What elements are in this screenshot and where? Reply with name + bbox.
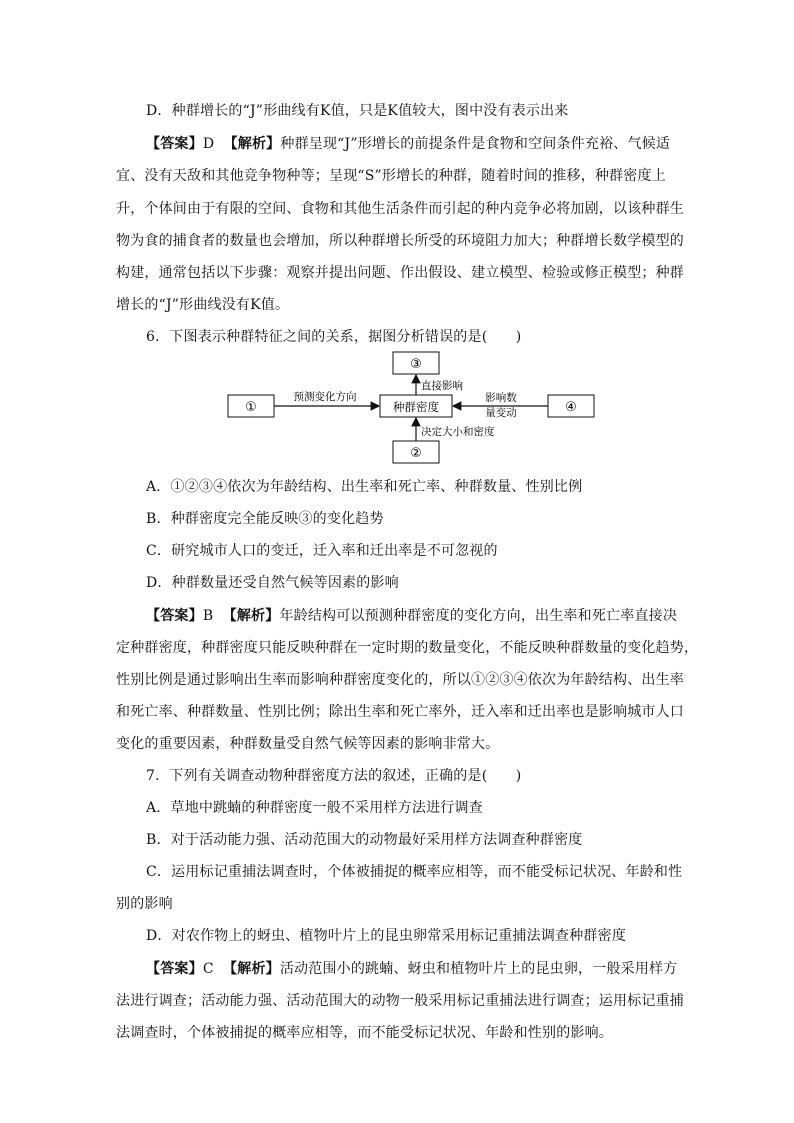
node-1	[228, 395, 274, 417]
answer-tag: 【答案】	[146, 961, 203, 977]
analysis-text: 法进行调查；活动能力强、活动范围大的动物一般采用标记重捕法进行调查；运用标记重捕	[116, 993, 684, 1009]
q6-option-c: C．研究城市人口的变迁，迁入率和迁出率是不可忽视的	[146, 543, 498, 559]
q6-option-a: A．①②③④依次为年龄结构、出生率和死亡率、种群数量、性别比例	[146, 479, 583, 495]
node-4	[548, 395, 594, 417]
q7-option-a: A．草地中跳蝻的种群密度一般不采用样方法进行调查	[146, 800, 483, 816]
analysis-tag: 【解析】	[223, 961, 280, 977]
analysis-text: 增长的“J”形曲线没有K值。	[116, 297, 290, 313]
label-determine-size: 决定大小和密度	[421, 426, 495, 438]
analysis-text: 变化的重要因素，种群数量受自然气候等因素的影响非常大。	[116, 736, 500, 752]
svg-text:②: ②	[410, 446, 422, 461]
svg-text:①: ①	[245, 400, 257, 415]
label-predict-direction: 预测变化方向	[293, 391, 357, 403]
answer-tag: 【答案】	[146, 608, 203, 624]
q5-answer-line	[146, 134, 706, 154]
answer-letter: C	[202, 961, 214, 977]
analysis-text: 定种群密度，种群密度只能反映种群在一定时期的数量变化，不能反映种群数量的变化趋势，	[116, 640, 699, 656]
analysis-text: 宜、没有天敌和其他竞争物种等；呈现“S”形增长的种群，随着时间的推移，种群密度上	[116, 168, 666, 184]
q6-answer-line	[146, 606, 706, 626]
analysis-text: 性别比例是通过影响出生率而影响种群密度变化的，所以①②③④依次为年龄结构、出生率	[116, 672, 684, 688]
q6-option-b: B．种群密度完全能反映③的变化趋势	[146, 511, 384, 527]
analysis-text: 物为食的捕食者的数量也会增加，所以种群增长所受的环境阻力加大；种群增长数学模型的	[116, 233, 684, 249]
label-influence-quantity-b: 量变动	[485, 407, 517, 419]
q6-stem: 6．下图表示种群特征之间的关系，据图分析错误的是( )	[146, 329, 522, 345]
answer-letter: D	[202, 136, 215, 152]
analysis-text: 法调查时，个体被捕捉的概率应相等，而不能受标记状况、年龄和性别的影响。	[116, 1025, 613, 1041]
answer-letter: B	[202, 608, 214, 624]
analysis-text: 种群呈现“J”形增长的前提条件是食物和空间条件充裕、气候适	[280, 136, 671, 152]
analysis-text: 构建，通常包括以下步骤：观察并提出问题、作出假设、建立模型、检验或修正模型；种群	[116, 265, 684, 281]
label-influence-quantity-a: 影响数	[485, 392, 517, 404]
analysis-tag: 【解析】	[222, 608, 280, 624]
label-direct-influence: 直接影响	[421, 380, 463, 392]
analysis-text: 年龄结构可以预测种群密度的变化方向，出生率和死亡率直接决	[279, 608, 678, 624]
svg-text:种群密度: 种群密度	[393, 400, 439, 414]
q7-option-c: C．运用标记重捕法调查时，个体被捕捉的概率应相等，而不能受标记状况、年龄和性	[146, 864, 683, 880]
q7-option-d: D．对农作物上的蚜虫、植物叶片上的昆虫卵常采用标记重捕法调查种群密度	[146, 928, 627, 944]
svg-text:③: ③	[410, 357, 422, 372]
analysis-text: 和死亡率、种群数量、性别比例；除出生率和死亡率外，迁入率和迁出率也是影响城市人口	[116, 704, 684, 720]
node-2	[393, 441, 439, 463]
answer-tag: 【答案】	[146, 136, 203, 152]
analysis-tag: 【解析】	[223, 136, 281, 152]
q7-answer-line	[146, 959, 706, 979]
q7-stem: 7．下列有关调查动物种群密度方法的叙述，正确的是( )	[146, 768, 522, 784]
q6-option-d: D．种群数量还受自然气候等因素的影响	[146, 575, 399, 591]
q7-option-b: B．对于活动能力强、活动范围大的动物最好采用样方法调查种群密度	[146, 832, 583, 848]
population-characteristics-diagram	[225, 350, 597, 468]
node-population-density	[380, 395, 452, 417]
analysis-text: 活动范围小的跳蝻、蚜虫和植物叶片上的昆虫卵，一般采用样方	[279, 961, 678, 977]
q5-option-d: D．种群增长的“J”形曲线有K值，只是K值较大，图中没有表示出来	[146, 103, 569, 119]
analysis-text: 升，个体间由于有限的空间、食物和其他生活条件而引起的种内竞争必将加剧，以该种群生	[116, 201, 684, 217]
node-3	[393, 352, 439, 374]
q7-option-c-cont: 别的影响	[116, 896, 173, 912]
svg-text:④: ④	[565, 400, 577, 415]
